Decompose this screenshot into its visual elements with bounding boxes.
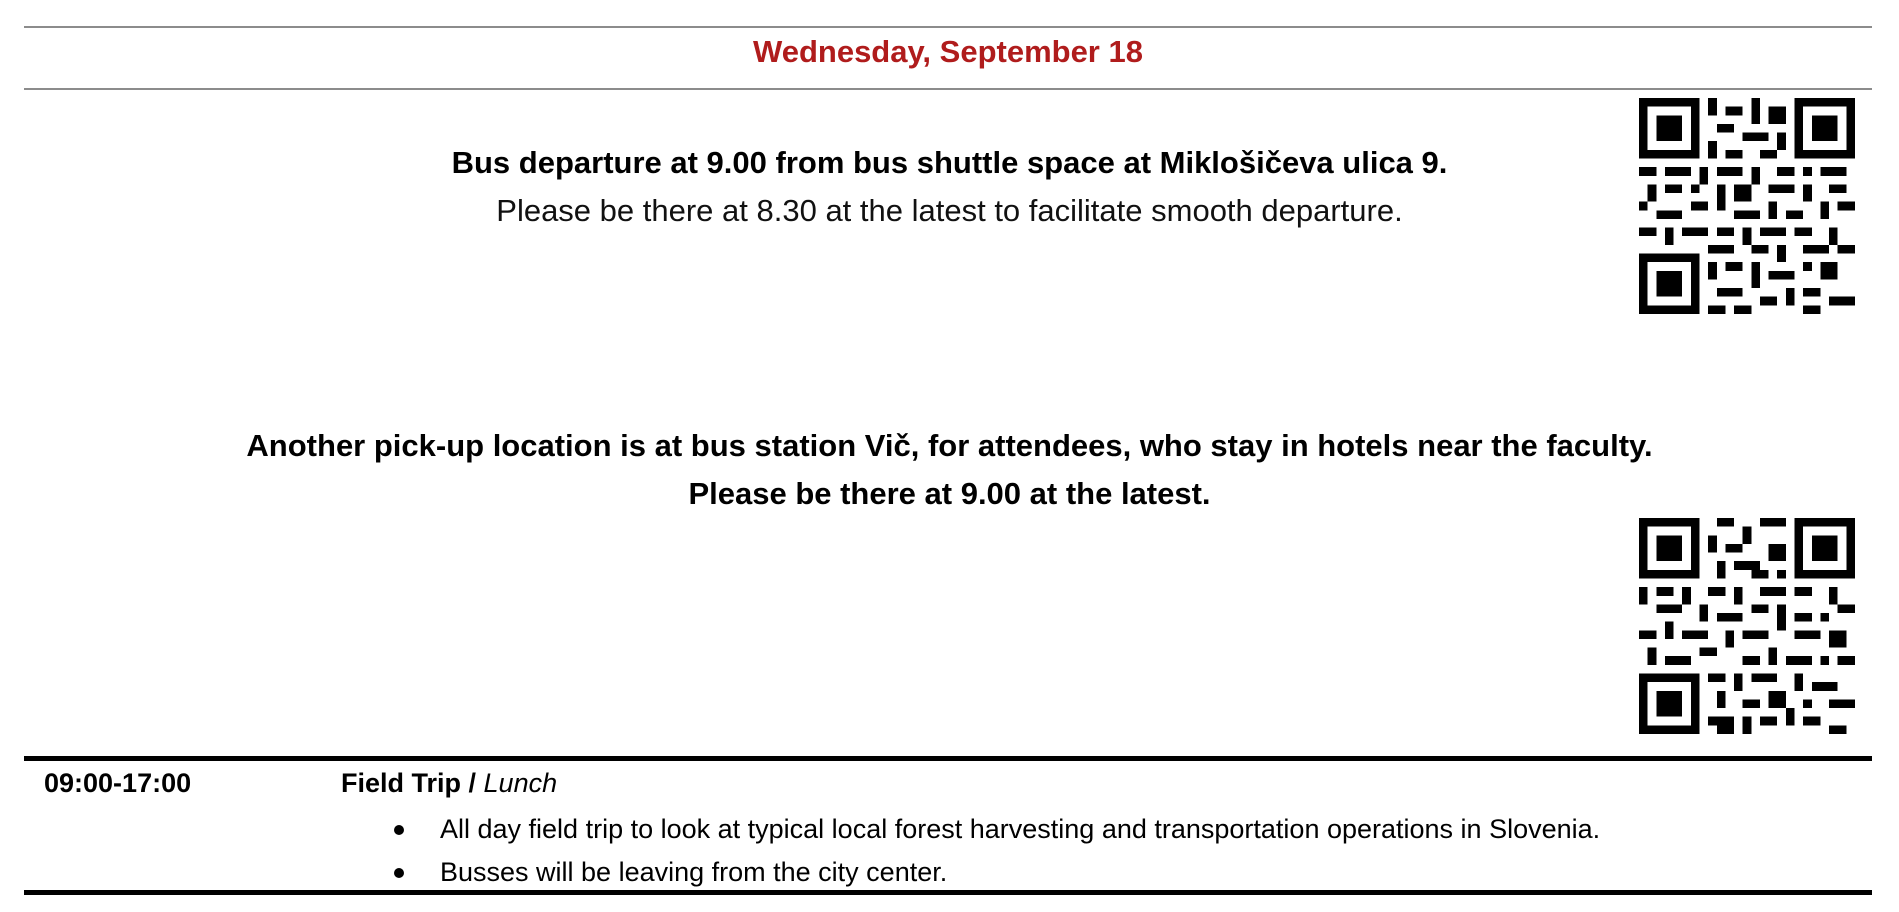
schedule-top-rule — [24, 756, 1872, 761]
schedule-title-italic: Lunch — [483, 768, 558, 798]
departure-main-text: Bus departure at 9.00 from bus shuttle space at Miklošičeva ulica 9. — [451, 145, 1448, 180]
qr-code-icon — [1639, 518, 1855, 734]
qr-code-icon — [1639, 98, 1855, 314]
pickup-main-text: Another pick-up location is at bus station Vič, for attendees, who stay in hotels near the faculty. — [246, 428, 1653, 463]
schedule-bullet-list — [384, 808, 1600, 894]
date-rule — [24, 88, 1872, 90]
pickup-note-text: Please be there at 9.00 at the latest. — [688, 476, 1211, 511]
schedule-title-text: Field Trip / — [341, 768, 477, 798]
list-item: All day field trip to look at typical local forest harvesting and transportation operations in Slovenia. — [384, 808, 1600, 851]
departure-note-text: Please be there at 8.30 at the latest to facilitate smooth departure. — [496, 193, 1403, 228]
schedule-bottom-rule — [24, 890, 1872, 895]
schedule-time: 09:00-17:00 — [44, 768, 192, 798]
top-rule — [24, 26, 1872, 28]
date-heading: Wednesday, September 18 — [753, 34, 1143, 69]
schedule-title — [341, 768, 557, 799]
list-item: Busses will be leaving from the city center. — [384, 851, 1600, 894]
